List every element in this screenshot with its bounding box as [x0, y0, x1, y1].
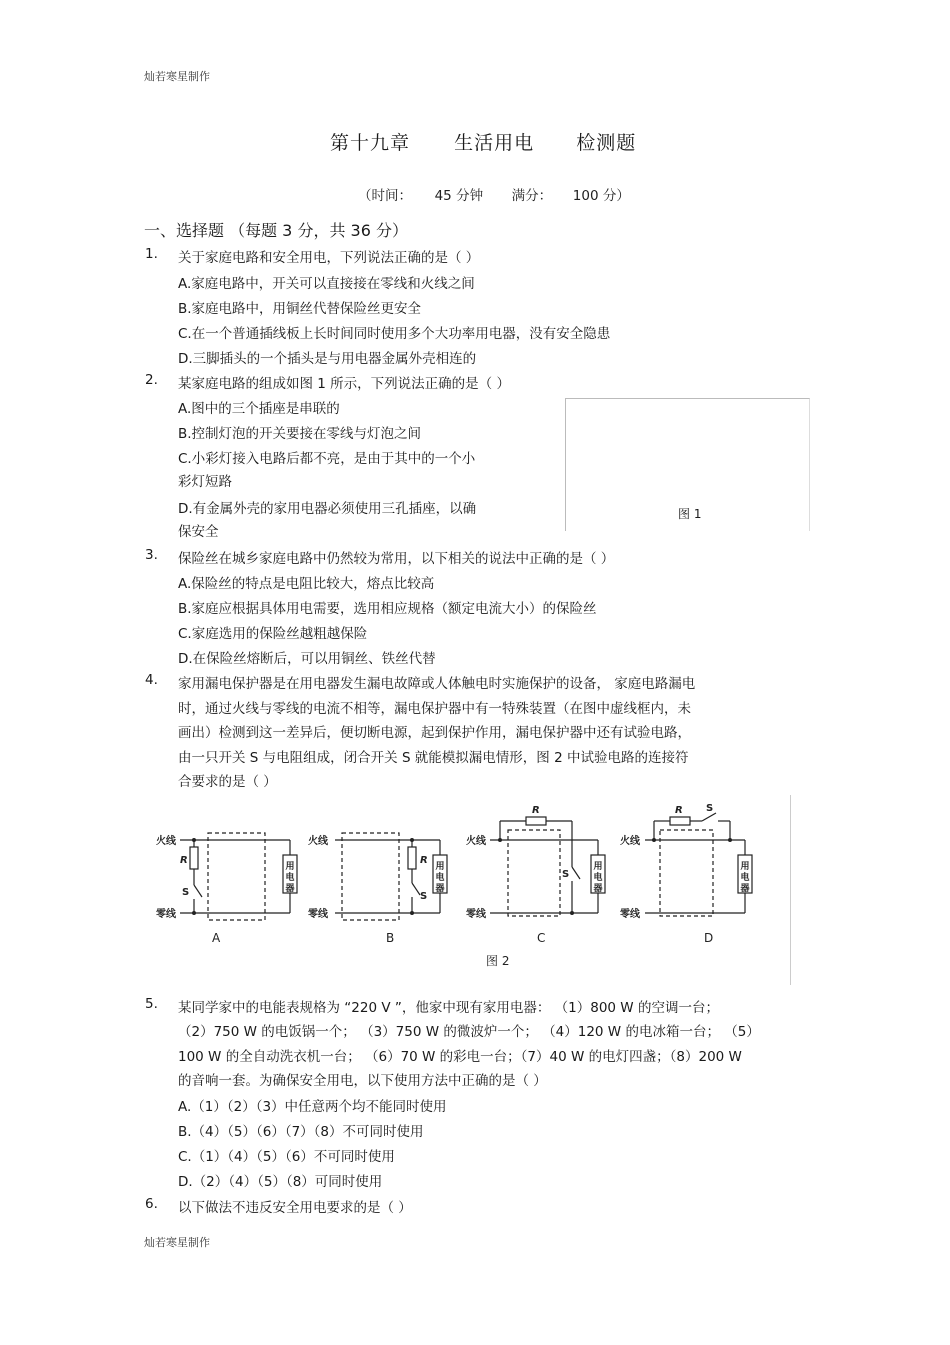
question-5-option-c: C.（1）（4）（5）（6）不可同时使用	[178, 1149, 395, 1165]
question-5-number: 5.	[145, 996, 158, 1012]
circuit-d-live-label: 火线	[620, 836, 640, 847]
question-3-option-b: B.家庭应根据具体用电需要，选用相应规格（额定电流大小）的保险丝	[178, 601, 597, 617]
question-4-line-5: 合要求的是（ ）	[178, 774, 277, 790]
question-2-option-c: C.小彩灯接入电路后都不亮，是由于其中的一个小	[178, 451, 476, 467]
circuit-d-neutral-label: 零线	[620, 909, 640, 920]
circuit-a-appliance-label: 用电器	[285, 862, 295, 894]
figure-2-diagrams	[150, 795, 800, 985]
circuit-b-resistor-label: R	[420, 855, 428, 866]
time-label: （时间：	[358, 188, 412, 204]
question-5-line-3: 100 W 的全自动洗衣机一台； （6）70 W 的彩电一台；（7）40 W 的电灯四盏；（8）200 W	[178, 1049, 742, 1065]
circuit-junctions	[192, 838, 732, 915]
question-2-option-c-cont: 彩灯短路	[178, 474, 232, 490]
circuit-b-switch-label: S	[420, 891, 428, 902]
question-5-option-b: B.（4）（5）（6）（7）（8）不可同时使用	[178, 1124, 424, 1140]
question-1-stem: 关于家庭电路和安全用电，下列说法正确的是（ ）	[178, 250, 480, 266]
option-label-b: B	[386, 931, 395, 945]
circuit-d	[645, 813, 752, 916]
circuit-c-switch-label: S	[562, 869, 570, 880]
figure-2	[150, 795, 800, 985]
page-header: 灿若寒星制作	[144, 70, 210, 83]
option-label-c: C	[537, 931, 546, 945]
title-chapter: 第十九章	[330, 132, 411, 154]
question-2-stem: 某家庭电路的组成如图 1 所示，下列说法正确的是（ ）	[178, 376, 510, 392]
question-4-number: 4.	[145, 672, 158, 688]
circuit-a	[180, 833, 297, 920]
figure-1-caption: 图 1	[678, 507, 702, 521]
question-5-line-1: 某同学家中的电能表规格为 “220 V ”，他家中现有家用电器： （1）800 W 的空调一台；	[178, 1000, 719, 1016]
question-4-line-3: 画出）检测到这一差异后，便切断电源，起到保护作用，漏电保护器中还有试验电路，	[178, 725, 691, 741]
question-5-option-d: D.（2）（4）（5）（8）可同时使用	[178, 1174, 383, 1190]
circuit-a-neutral-label: 零线	[156, 909, 176, 920]
question-6-number: 6.	[145, 1196, 158, 1212]
circuit-c-resistor-label: R	[532, 805, 540, 816]
section-heading: 一、选择题 （每题 3 分，共 36 分）	[144, 221, 408, 240]
title-kind: 检测题	[576, 132, 637, 154]
question-2-option-b: B.控制灯泡的开关要接在零线与灯泡之间	[178, 426, 422, 442]
circuit-c-neutral-label: 零线	[466, 909, 486, 920]
question-4-line-2: 时，通过火线与零线的电流不相等，漏电保护器中有一特殊装置（在图中虚线框内，未	[178, 701, 691, 717]
score-value: 100 分）	[572, 188, 630, 204]
question-3-stem: 保险丝在城乡家庭电路中仍然较为常用，以下相关的说法中正确的是（ ）	[178, 551, 615, 567]
exam-info	[358, 184, 630, 204]
question-5-line-2: （2）750 W 的电饭锅一个； （3）750 W 的微波炉一个； （4）120 W 的电冰箱一台； （5）	[178, 1024, 760, 1040]
option-label-d: D	[704, 931, 714, 945]
circuit-b	[335, 833, 447, 920]
page-title	[330, 128, 636, 155]
question-4-line-4: 由一只开关 S 与电阻组成，闭合开关 S 就能模拟漏电情形，图 2 中试验电路的连接符	[178, 750, 689, 766]
circuit-d-resistor-label: R	[675, 805, 683, 816]
question-1-option-c: C.在一个普通插线板上长时间同时使用多个大功率用电器，没有安全隐患	[178, 326, 611, 342]
circuit-d-switch-label: S	[706, 803, 714, 814]
circuit-c	[490, 817, 605, 916]
question-5-option-a: A.（1）（2）（3）中任意两个均不能同时使用	[178, 1099, 447, 1115]
question-2-option-a: A.图中的三个插座是串联的	[178, 401, 340, 417]
time-value: 45 分钟	[434, 188, 484, 204]
option-label-a: A	[212, 931, 221, 945]
question-3-option-c: C.家庭选用的保险丝越粗越保险	[178, 626, 368, 642]
question-1-number: 1.	[145, 246, 158, 262]
question-3-option-d: D.在保险丝熔断后，可以用铜丝、铁丝代替	[178, 651, 436, 667]
question-5-line-4: 的音响一套。为确保安全用电，以下使用方法中正确的是（ ）	[178, 1073, 547, 1089]
circuit-c-live-label: 火线	[466, 836, 486, 847]
circuit-a-resistor-label: R	[180, 855, 188, 866]
title-name: 生活用电	[454, 132, 535, 154]
circuit-a-switch-label: S	[182, 887, 190, 898]
question-1-option-d: D.三脚插头的一个插头是与用电器金属外壳相连的	[178, 351, 477, 367]
question-3-number: 3.	[145, 547, 158, 563]
question-1-option-b: B.家庭电路中，用铜丝代替保险丝更安全	[178, 301, 422, 317]
question-2-option-d: D.有金属外壳的家用电器必须使用三孔插座，以确	[178, 501, 477, 517]
circuit-c-appliance-label: 用电器	[593, 862, 603, 894]
question-2-number: 2.	[145, 372, 158, 388]
figure-2-caption: 图 2	[486, 954, 510, 968]
circuit-b-neutral-label: 零线	[308, 909, 328, 920]
page-footer: 灿若寒星制作	[144, 1236, 210, 1249]
question-2-option-d-cont: 保安全	[178, 524, 219, 540]
circuit-b-appliance-label: 用电器	[435, 862, 445, 894]
question-1-option-a: A.家庭电路中，开关可以直接接在零线和火线之间	[178, 276, 475, 292]
question-6-stem: 以下做法不违反安全用电要求的是（ ）	[178, 1200, 412, 1216]
question-3-option-a: A.保险丝的特点是电阻比较大，熔点比较高	[178, 576, 435, 592]
circuit-b-live-label: 火线	[308, 836, 328, 847]
question-4-line-1: 家用漏电保护器是在用电器发生漏电故障或人体触电时实施保护的设备， 家庭电路漏电	[178, 676, 696, 692]
circuit-a-live-label: 火线	[156, 836, 176, 847]
score-label: 满分：	[511, 188, 553, 204]
figure-1	[565, 398, 810, 531]
circuit-d-appliance-label: 用电器	[740, 862, 750, 894]
